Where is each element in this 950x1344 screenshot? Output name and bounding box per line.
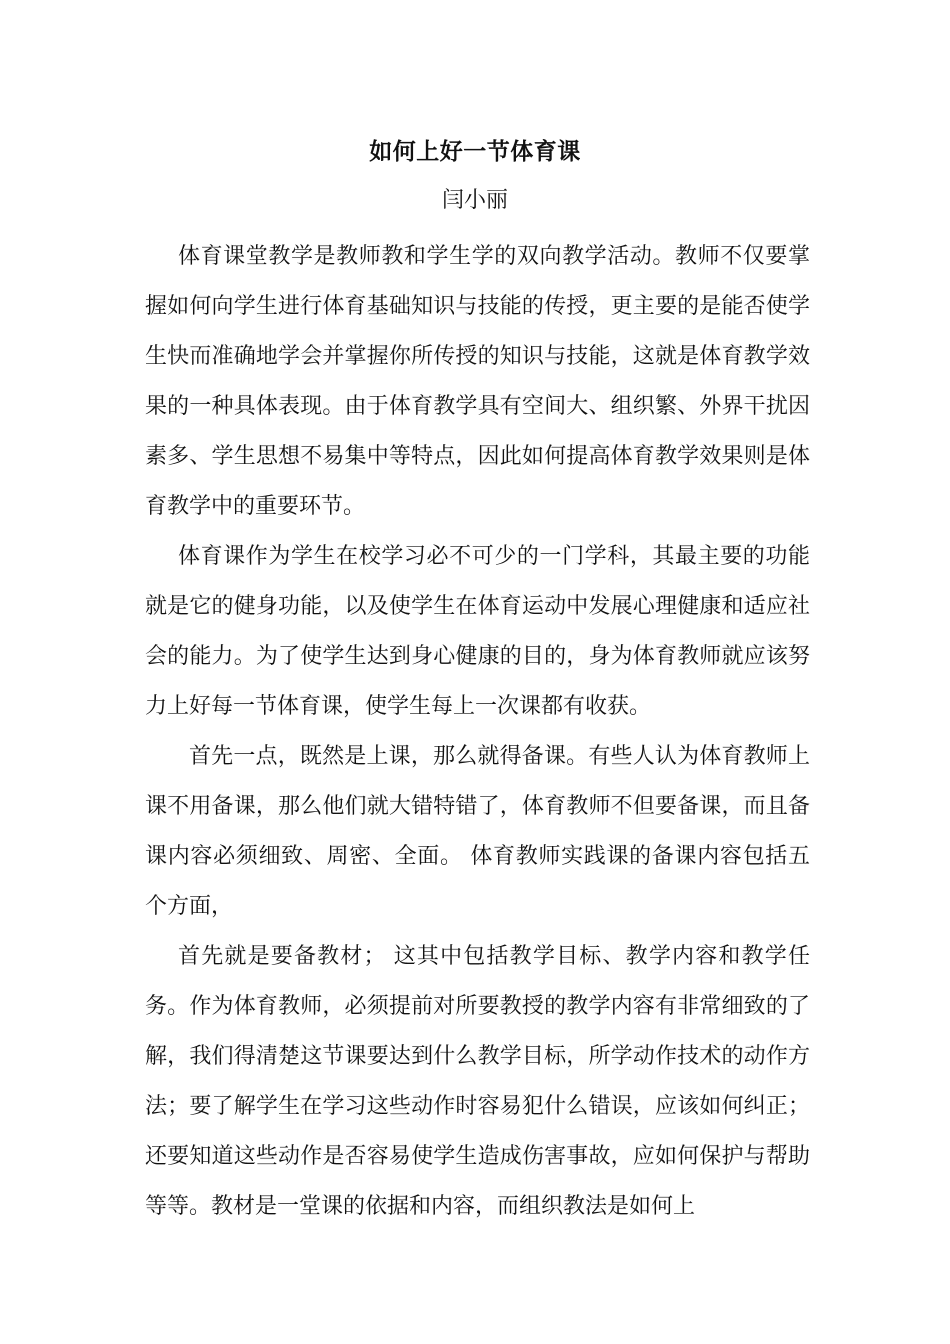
paragraph-3: 首先一点，既然是上课，那么就得备课。有些人认为体育教师上课不用备课，那么他们就大错特错了，体育教师不但要备课，而且备课内容必须细致、周密、全面。 体育教师实践课的备课内容包括五个方面， bbox=[145, 744, 810, 919]
paragraph-2: 体育课作为学生在校学习必不可少的一门学科，其最主要的功能就是它的健身功能，以及使学生在体育运动中发展心理健康和适应社会的能力。为了使学生达到身心健康的目的，身为体育教师就应该努力上好每一节体育课，使学生每上一次课都有收获。 bbox=[145, 544, 810, 719]
document-title: 如何上好一节体育课 bbox=[369, 139, 581, 165]
document-body bbox=[145, 232, 810, 1232]
document-author: 闫小丽 bbox=[441, 188, 508, 213]
paragraph-4: 首先就是要备教材； 这其中包括教学目标、教学内容和教学任务。作为体育教师，必须提前对所要教授的教学内容有非常细致的了解，我们得清楚这节课要达到什么教学目标，所学动作技术的动作方法；要了解学生在学习这些动作时容易犯什么错误，应该如何纠正；还要知道这些动作是否容易使学生造成伤害事故，应如何保护与帮助等等。教材是一堂课的依据和内容，而组织教法是如何上 bbox=[145, 944, 810, 1219]
paragraph-1: 体育课堂教学是教师教和学生学的双向教学活动。教师不仅要掌握如何向学生进行体育基础知识与技能的传授，更主要的是能否使学生快而准确地学会并掌握你所传授的知识与技能，这就是体育教学效果的一种具体表现。由于体育教学具有空间大、组织繁、外界干扰因素多、学生思想不易集中等特点，因此如何提高体育教学效果则是体育教学中的重要环节。 bbox=[145, 244, 810, 519]
